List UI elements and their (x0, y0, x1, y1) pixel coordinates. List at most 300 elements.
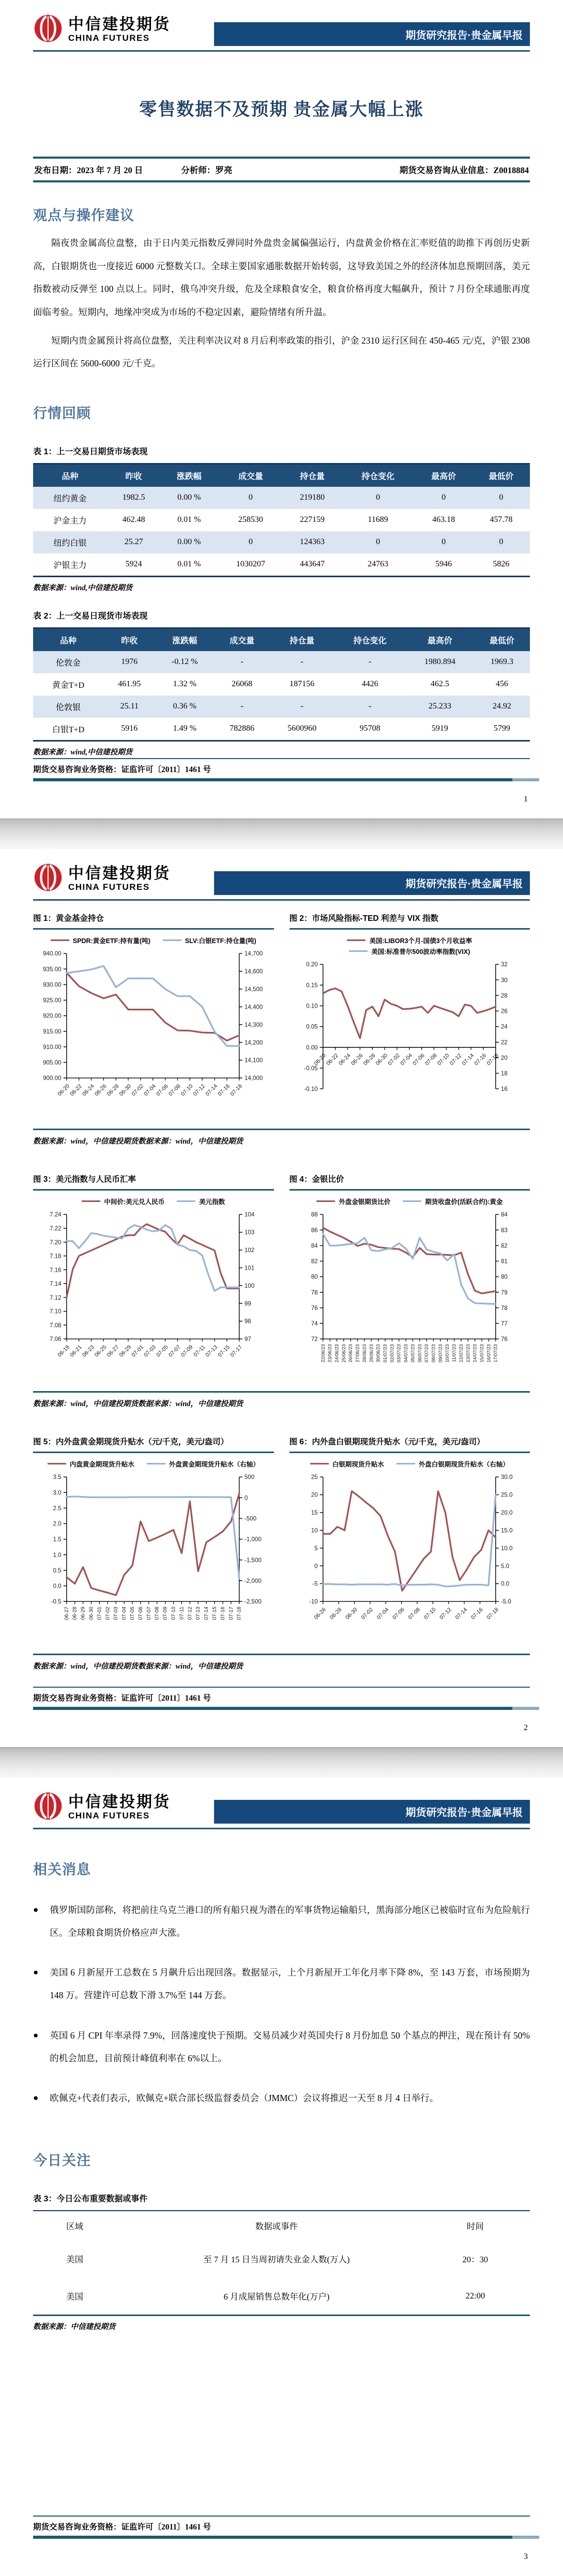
column-header: 品种 (33, 628, 103, 651)
svg-text:07-12: 07-12 (438, 1606, 453, 1621)
footer-rule (33, 778, 530, 781)
footer-qualification: 期货交易咨询业务资格：证监许可〔2011〕1461 号 (33, 1687, 530, 1707)
report-page-1 (0, 0, 563, 819)
table-cell: 95708 (359, 724, 381, 733)
svg-text:82: 82 (311, 1258, 318, 1265)
table3-source: 数据来源：中信建投期货 (33, 2323, 116, 2332)
svg-text:100: 100 (244, 1282, 255, 1289)
svg-text:97: 97 (244, 1335, 251, 1343)
svg-text:0.5: 0.5 (53, 1567, 62, 1574)
svg-text:06-24: 06-24 (337, 1052, 352, 1067)
legend-line-swatch (147, 1463, 165, 1464)
table-cell: - (368, 702, 372, 711)
svg-text:07-05: 07-05 (155, 1344, 170, 1359)
column-header: 成交量 (214, 628, 270, 651)
bullet-icon: ● (33, 1904, 39, 1915)
gold-silver-ratio-chart (290, 1197, 530, 1389)
column-header: 区域 (66, 2222, 83, 2232)
svg-text:-0.05: -0.05 (303, 1065, 318, 1072)
legend-line-swatch (48, 1463, 66, 1464)
svg-text:07-16: 07-16 (473, 1052, 488, 1067)
svg-text:06-27: 06-27 (105, 1344, 120, 1359)
svg-text:07-08: 07-08 (406, 1606, 421, 1621)
column-header: 成交量 (218, 464, 283, 487)
svg-text:7.06: 7.06 (50, 1335, 62, 1343)
svg-text:10.0: 10.0 (500, 1545, 512, 1552)
legend-item: SPDR:黄金ETF:持有量(吨) (51, 936, 150, 945)
table1-source: 数据来源：wind,中信建投期货 (33, 583, 133, 592)
table-cell: 258530 (238, 515, 263, 525)
footer-rule (33, 2536, 530, 2539)
svg-text:103: 103 (244, 1229, 255, 1236)
table-cell: 187156 (290, 680, 315, 689)
legend-item: 外盘金银期货比价 (316, 1197, 390, 1206)
page-footer (33, 758, 530, 819)
page-header (33, 862, 530, 895)
svg-text:07-18: 07-18 (485, 1606, 500, 1621)
citic-logo-icon (33, 862, 63, 895)
svg-text:20.0: 20.0 (500, 1509, 512, 1516)
table-row (33, 2240, 530, 2277)
svg-text:25.0: 25.0 (500, 1491, 512, 1499)
svg-text:10: 10 (311, 1527, 318, 1534)
svg-text:07-08: 07-08 (167, 1083, 182, 1098)
svg-text:79: 79 (500, 1289, 508, 1296)
table2-source: 数据来源：wind,中信建投期货 (33, 748, 133, 757)
table-cell: -0.12 % (171, 657, 198, 667)
publish-date: 发布日期：2023 年 7 月 20 日 (34, 165, 143, 175)
table-cell: 纽约黄金 (53, 494, 87, 503)
chart-legend (33, 1459, 274, 1469)
table-cell: 0 (442, 493, 446, 502)
header-rule (33, 899, 530, 901)
legend-item: 白银期现货升贴水 (310, 1459, 384, 1469)
svg-text:14/07/23: 14/07/23 (472, 1344, 478, 1363)
table-cell: 0.00 % (177, 537, 201, 547)
svg-text:0.00: 0.00 (306, 1044, 318, 1051)
figure-3 (33, 1173, 274, 1389)
svg-text:14,600: 14,600 (244, 968, 263, 975)
license-info: 期货交易咨询从业信息：Z0018884 (399, 165, 529, 175)
table-cell: 443647 (300, 560, 325, 569)
table-cell: 1969.3 (490, 657, 513, 667)
page-number: 3 (524, 2552, 528, 2561)
header-rule (33, 50, 530, 52)
chart-legend (33, 1197, 274, 1206)
svg-text:0: 0 (244, 1494, 248, 1502)
column-header: 品种 (33, 464, 107, 487)
table2-caption: 表 2：上一交易日现货市场表现 (33, 611, 148, 621)
column-header: 涨跌幅 (156, 628, 214, 651)
futures-market-table (33, 463, 530, 577)
table-cell: 5799 (493, 724, 510, 733)
svg-text:905.00: 905.00 (43, 1059, 62, 1066)
svg-text:925.00: 925.00 (43, 997, 62, 1004)
svg-text:-5: -5 (312, 1580, 318, 1587)
svg-text:-2,000: -2,000 (244, 1577, 262, 1584)
legend-line-swatch (163, 939, 181, 941)
svg-text:920.00: 920.00 (43, 1012, 62, 1020)
table-cell: 伦敦金 (56, 658, 81, 668)
table-cell: 美国 (66, 2255, 83, 2265)
logo-name-cn: 中信建投期货 (68, 16, 171, 33)
table-cell: 219180 (300, 493, 325, 502)
svg-text:07-13: 07-13 (204, 1344, 219, 1359)
table-row (33, 673, 530, 696)
spot-market-table (33, 627, 530, 742)
footer-qualification: 期货交易咨询业务资格：证监许可〔2011〕1461 号 (33, 2516, 530, 2536)
table-cell: 0.00 % (177, 493, 201, 502)
figure-6 (290, 1436, 530, 1652)
svg-text:78: 78 (311, 1289, 318, 1296)
news-bullet-list (33, 1899, 530, 2127)
svg-text:07-09: 07-09 (179, 1344, 194, 1359)
svg-text:07-12: 07-12 (187, 1606, 193, 1620)
svg-text:0.10: 0.10 (306, 1002, 318, 1010)
svg-text:07/07/23: 07/07/23 (423, 1344, 429, 1363)
svg-text:17/07/23: 17/07/23 (493, 1344, 498, 1363)
svg-text:07-14: 07-14 (461, 1052, 475, 1067)
svg-text:1.5: 1.5 (53, 1536, 62, 1543)
svg-text:76: 76 (500, 1335, 508, 1343)
svg-text:0.0: 0.0 (500, 1580, 509, 1587)
footer-qualification: 期货交易咨询业务资格：证监许可〔2011〕1461 号 (33, 758, 530, 778)
table-cell: 白银T+D (52, 725, 85, 734)
column-header: 最低价 (474, 628, 530, 651)
table-cell: 1982.5 (122, 493, 145, 502)
page-separator (0, 819, 563, 849)
table-cell: 0 (499, 537, 504, 547)
svg-text:22: 22 (500, 1039, 508, 1046)
svg-text:24/06/23: 24/06/23 (334, 1344, 340, 1363)
svg-text:14,100: 14,100 (244, 1057, 263, 1064)
svg-text:28: 28 (500, 992, 508, 999)
table-row (33, 696, 530, 718)
legend-item: 外盘黄金期现货升贴水（右轴） (147, 1459, 260, 1469)
chart-legend (290, 1459, 530, 1469)
table-cell: 462.48 (122, 515, 145, 525)
logo-name-en: CHINA FUTURES (68, 882, 150, 892)
svg-text:23/06/23: 23/06/23 (327, 1344, 332, 1363)
logo-name-en: CHINA FUTURES (68, 1810, 150, 1821)
citic-logo-icon (33, 1791, 63, 1824)
svg-text:07-17: 07-17 (228, 1606, 234, 1620)
section-heading-today: 今日关注 (33, 2153, 91, 2169)
svg-text:76: 76 (311, 1304, 318, 1312)
svg-text:08/07/23: 08/07/23 (431, 1344, 436, 1363)
svg-text:0.05: 0.05 (306, 1023, 318, 1030)
svg-text:10/07/23: 10/07/23 (444, 1344, 450, 1363)
logo-name-en: CHINA FUTURES (68, 33, 150, 43)
svg-text:04/07/23: 04/07/23 (403, 1344, 408, 1363)
column-header: 昨收 (107, 464, 160, 487)
svg-text:07-15: 07-15 (217, 1344, 232, 1359)
svg-text:07-15: 07-15 (212, 1606, 218, 1620)
svg-text:101: 101 (244, 1264, 255, 1272)
svg-text:14,500: 14,500 (244, 985, 263, 993)
figure-rule (33, 1654, 530, 1655)
header-rule (33, 1828, 530, 1829)
gold-etf-holdings-chart (33, 936, 274, 1116)
legend-line-swatch (349, 950, 368, 952)
svg-text:77: 77 (500, 1320, 508, 1327)
svg-text:28/06/23: 28/06/23 (361, 1344, 367, 1363)
legend-line-swatch (347, 939, 366, 941)
svg-text:72: 72 (311, 1335, 318, 1343)
citic-logo-icon (33, 13, 63, 46)
table-cell: 457.78 (490, 515, 513, 525)
column-header: 最低价 (473, 464, 530, 487)
svg-text:7.20: 7.20 (50, 1239, 62, 1246)
svg-text:07-06: 07-06 (391, 1606, 406, 1621)
table-cell: 1030207 (236, 560, 265, 569)
svg-text:-0.10: -0.10 (303, 1085, 318, 1092)
svg-text:06-21: 06-21 (69, 1344, 83, 1359)
svg-text:102: 102 (244, 1246, 255, 1254)
table-cell: 1.49 % (173, 724, 196, 733)
svg-text:07-17: 07-17 (229, 1344, 244, 1359)
figure-rule (33, 1391, 530, 1393)
svg-text:07-08: 07-08 (423, 1052, 438, 1067)
svg-text:07-01: 07-01 (97, 1606, 103, 1620)
page-header (33, 1791, 530, 1824)
svg-text:1.0: 1.0 (53, 1551, 62, 1559)
svg-text:940.00: 940.00 (43, 950, 62, 957)
table-cell: 0 (499, 493, 504, 502)
table-cell: 22:00 (465, 2291, 485, 2301)
table-cell: 沪金主力 (53, 516, 87, 526)
svg-text:7.22: 7.22 (50, 1225, 62, 1232)
svg-text:20: 20 (311, 1491, 318, 1499)
column-header: 最高价 (406, 628, 474, 651)
page-footer (33, 1687, 530, 1747)
column-header: 涨跌幅 (160, 464, 218, 487)
svg-text:07-03: 07-03 (143, 1344, 157, 1359)
svg-text:07-08: 07-08 (154, 1606, 160, 1620)
svg-text:74: 74 (311, 1320, 318, 1327)
svg-text:-500: -500 (244, 1515, 257, 1522)
legend-item: 内盘黄金期现货升贴水 (48, 1459, 134, 1469)
section-heading-review: 行情回顾 (33, 405, 91, 421)
table-cell: 0 (442, 537, 446, 547)
svg-text:07-12: 07-12 (448, 1052, 463, 1067)
svg-text:5: 5 (314, 1545, 318, 1552)
svg-text:81: 81 (500, 1258, 508, 1265)
svg-text:07-06: 07-06 (411, 1052, 426, 1067)
svg-text:915.00: 915.00 (43, 1028, 62, 1035)
bullet-icon: ● (33, 1967, 39, 1978)
figure-row-3 (33, 1436, 530, 1652)
svg-text:14,400: 14,400 (244, 1004, 263, 1011)
table-row (33, 531, 530, 553)
svg-text:07-11: 07-11 (179, 1606, 185, 1620)
table-cell: 11689 (368, 515, 388, 525)
svg-text:07-18: 07-18 (229, 1083, 244, 1098)
company-logo (33, 13, 214, 46)
svg-text:98: 98 (244, 1318, 251, 1325)
svg-text:27/06/23: 27/06/23 (355, 1344, 360, 1363)
table-cell: - (368, 657, 372, 667)
news-bullet: ● 欧佩克+代表们表示，欧佩克+联合部长级监督委员会（JMMC）会议将推迟一天至 8 月 4 日举行。 (33, 2087, 530, 2110)
page-footer (33, 2516, 530, 2576)
news-bullet: ● 英国 6 月 CPI 年率录得 7.9%，回落速度快于预期。交易员减少对英国央行 8 月份加息 50 个基点的押注，现在预计有 50%的机会加息，目前预计峰值利率在 6%以上。 (33, 2025, 530, 2070)
opinion-paragraph-1: 隔夜贵金属高位盘整，由于日内美元指数反弹同时外盘贵金属偏强运行，内盘黄金价格在汇率贬值的助推下再创历史新高，白银期货也一度接近 6000 元整数关口。全球主要国家通胀数据开始转弱，这导致美国之外的经济体加息预期回落，美元指数被动反弹至 100 点以上。同时，俄乌冲突升级，危及全球粮食安全，粮食价格再度大幅飙升，预计 7 月份全球通胀再度面临考验。短期内，地缘冲突成为市场的不稳定因素，避险情绪有所升温。 (33, 238, 530, 317)
svg-text:32: 32 (500, 961, 508, 968)
svg-text:0: 0 (314, 1563, 318, 1570)
svg-text:7.18: 7.18 (50, 1253, 62, 1260)
svg-text:7.24: 7.24 (50, 1211, 62, 1218)
svg-text:13/07/23: 13/07/23 (465, 1344, 470, 1363)
table-cell: 1.32 % (173, 680, 196, 689)
legend-item: 美国:标准普尔500波动率指数(VIX) (349, 947, 470, 956)
table-cell: 1976 (121, 657, 138, 667)
chart-svg (33, 945, 274, 1116)
svg-text:15: 15 (311, 1509, 318, 1516)
table-cell: 26068 (232, 680, 253, 689)
svg-text:07-16: 07-16 (220, 1606, 226, 1620)
svg-text:935.00: 935.00 (43, 966, 62, 973)
column-header: 持仓量 (270, 628, 334, 651)
svg-text:07-06: 07-06 (155, 1083, 170, 1098)
page-separator (0, 1747, 563, 1778)
table-cell: 0.36 % (173, 702, 196, 711)
svg-text:06-30: 06-30 (118, 1083, 133, 1098)
svg-text:14,300: 14,300 (244, 1021, 263, 1028)
svg-text:05/07/23: 05/07/23 (409, 1344, 415, 1363)
figure-row-2-source: 数据来源：wind，中信建投期货数据来源：wind，中信建投期货 (33, 1399, 244, 1408)
table-cell: 24.92 (492, 702, 511, 711)
column-header: 持仓变化 (334, 628, 406, 651)
figure-5-title: 图 5：内外盘黄金期现货升贴水（元/千克，美元/盎司） (33, 1436, 274, 1453)
chart-svg (33, 1469, 274, 1652)
table-cell: 纽约白银 (53, 538, 87, 548)
company-logo (33, 1791, 214, 1824)
legend-line-swatch (82, 1200, 100, 1202)
svg-text:07-02: 07-02 (359, 1606, 374, 1621)
svg-text:06-28: 06-28 (72, 1606, 78, 1620)
gold-basis-chart (33, 1459, 274, 1652)
table-cell: 782886 (230, 724, 255, 733)
column-header: 持仓量 (283, 464, 341, 487)
svg-text:82: 82 (500, 1242, 508, 1250)
svg-text:14,700: 14,700 (244, 950, 263, 957)
page-number: 1 (524, 794, 528, 804)
figure-3-title: 图 3：美元指数与人民币汇率 (33, 1173, 274, 1191)
table-cell: 25.233 (428, 702, 451, 711)
svg-text:07-05: 07-05 (130, 1606, 136, 1620)
svg-text:07-18: 07-18 (236, 1606, 242, 1620)
table-cell: - (300, 702, 303, 711)
legend-line-swatch (51, 939, 69, 941)
table-cell: 462.5 (430, 680, 449, 689)
svg-text:7.14: 7.14 (50, 1280, 62, 1287)
report-series-banner: 期货研究报告·贵金属早报 (214, 22, 530, 46)
usd-cny-chart (33, 1197, 274, 1377)
svg-text:12/07/23: 12/07/23 (458, 1344, 464, 1363)
table-row (33, 509, 530, 531)
report-series-banner: 期货研究报告·贵金属早报 (214, 1800, 530, 1824)
today-events-table (33, 2210, 530, 2316)
figure-row-3-source: 数据来源：wind，中信建投期货数据来源：wind，中信建投期货 (33, 1662, 244, 1671)
figure-2-title: 图 2：市场风险指标-TED 利差与 VIX 指数 (290, 912, 530, 930)
svg-text:-2,500: -2,500 (244, 1598, 262, 1605)
svg-text:86: 86 (311, 1226, 318, 1233)
table-cell: 沪银主力 (53, 561, 87, 570)
legend-item: 中间价:美元兑人民币 (82, 1197, 164, 1206)
table-cell: 0 (248, 493, 253, 502)
svg-text:06-20: 06-20 (312, 1052, 327, 1067)
svg-text:07-02: 07-02 (386, 1052, 401, 1067)
table-cell: 461.95 (118, 680, 141, 689)
svg-text:07-04: 07-04 (399, 1052, 414, 1067)
chart-svg (290, 1206, 530, 1389)
table-cell: 5826 (493, 560, 510, 569)
news-bullet: ● 俄罗斯国防部称，将把前往乌克兰港口的所有船只视为潜在的军事货物运输船只，黑海部分地区已被临时宣布为危险航行区。全球粮食期货价格应声大涨。 (33, 1899, 530, 1945)
svg-text:5.0: 5.0 (500, 1563, 509, 1570)
table-cell: 25.11 (120, 702, 139, 711)
table-cell: 124363 (300, 537, 325, 547)
figure-rule (33, 1129, 530, 1130)
bullet-icon: ● (33, 2030, 39, 2040)
svg-text:26: 26 (500, 1008, 508, 1015)
svg-text:07-14: 07-14 (454, 1606, 468, 1621)
svg-text:910.00: 910.00 (43, 1043, 62, 1051)
footer-rule (33, 1707, 530, 1710)
table-cell: 0 (248, 537, 253, 547)
svg-text:-1,000: -1,000 (244, 1536, 262, 1543)
svg-text:07-04: 07-04 (375, 1606, 390, 1621)
svg-text:83: 83 (500, 1226, 508, 1233)
table-cell: 6 月成屋销售总数年化(万户) (223, 2292, 330, 2302)
chart-legend (290, 936, 530, 956)
svg-text:07-14: 07-14 (204, 1606, 210, 1620)
svg-text:01/07/23: 01/07/23 (382, 1344, 388, 1363)
table-cell: 美国 (66, 2292, 83, 2302)
figure-4 (290, 1173, 530, 1389)
svg-text:06-28: 06-28 (328, 1606, 343, 1621)
svg-text:03/07/23: 03/07/23 (396, 1344, 402, 1363)
svg-text:80: 80 (311, 1273, 318, 1281)
page-header (33, 13, 530, 46)
table-cell: - (240, 702, 244, 711)
table-cell: 463.18 (432, 515, 455, 525)
svg-text:06-26: 06-26 (93, 1083, 108, 1098)
svg-text:07-06: 07-06 (138, 1606, 144, 1620)
svg-text:06-24: 06-24 (81, 1083, 96, 1098)
svg-text:3.0: 3.0 (53, 1489, 62, 1497)
table-cell: 5916 (121, 724, 138, 733)
table1-caption: 表 1：上一交易日期货市场表现 (33, 447, 148, 456)
table-cell: 黄金T+D (52, 681, 85, 690)
table-cell: 1980.894 (424, 657, 455, 667)
svg-text:06-30: 06-30 (344, 1606, 359, 1621)
svg-text:900.00: 900.00 (43, 1074, 62, 1082)
svg-text:07-14: 07-14 (204, 1083, 219, 1098)
figure-1 (33, 912, 274, 1127)
company-logo (33, 862, 214, 895)
figure-1-title: 图 1：黄金基金持仓 (33, 912, 274, 930)
section-heading-news: 相关消息 (33, 1861, 91, 1877)
column-header: 时间 (466, 2222, 484, 2232)
svg-text:16: 16 (500, 1085, 508, 1092)
svg-text:-0.5: -0.5 (51, 1598, 62, 1605)
bullet-icon: ● (33, 2093, 39, 2103)
table-cell: 5600960 (287, 724, 317, 733)
news-bullet: ● 美国 6 月新屋开工总数在 5 月飙升后出现回落。数据显示，上个月新屋开工年化月率下降 8%，至 143 万套，市场预期为 148 万。营建许可总数下滑 3.7%至 144 万套。 (33, 1962, 530, 2007)
svg-text:06-30: 06-30 (374, 1052, 389, 1067)
svg-text:2.0: 2.0 (53, 1520, 62, 1528)
svg-text:0.0: 0.0 (53, 1582, 62, 1590)
